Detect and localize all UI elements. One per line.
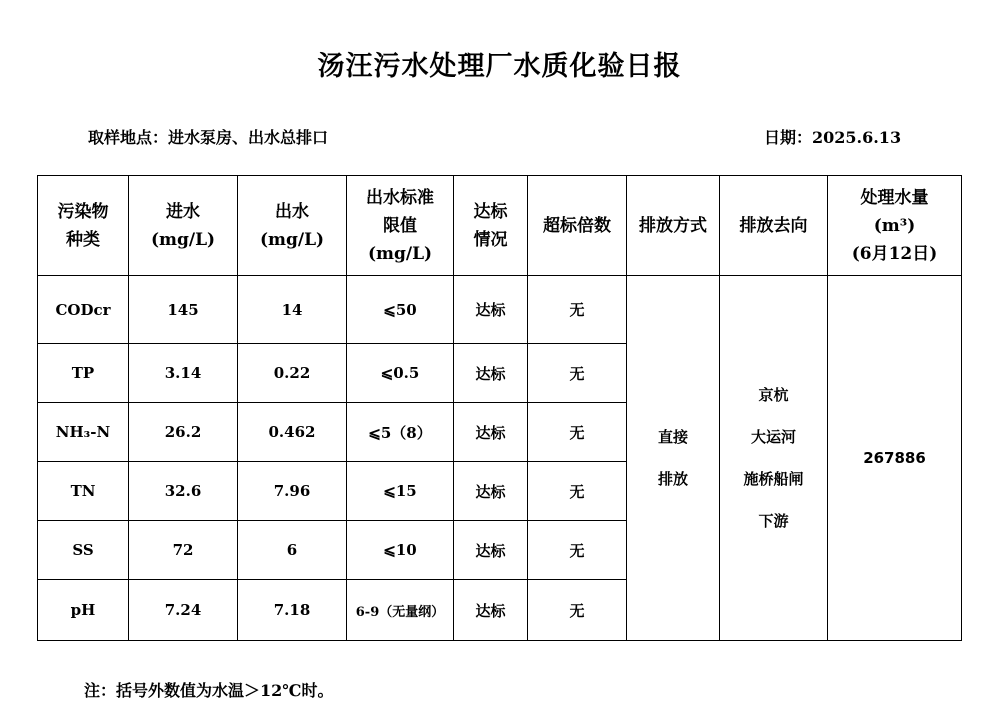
status-value: 达标 <box>454 276 528 344</box>
outflow-value: 0.462 <box>238 403 347 462</box>
table-row <box>38 276 962 344</box>
pollutant-name: TN <box>38 462 129 521</box>
status-value: 达标 <box>454 462 528 521</box>
outflow-value: 14 <box>238 276 347 344</box>
inflow-value: 7.24 <box>129 580 238 641</box>
outflow-value: 6 <box>238 521 347 580</box>
report-date: 日期：2025.6.13 <box>764 128 902 147</box>
exceed-value: 无 <box>528 580 627 641</box>
inflow-value: 145 <box>129 276 238 344</box>
inflow-value: 3.14 <box>129 344 238 403</box>
inflow-value: 26.2 <box>129 403 238 462</box>
inflow-value: 32.6 <box>129 462 238 521</box>
header-inflow: 进水 (mg/L) <box>129 176 238 276</box>
header-exceed: 超标倍数 <box>528 176 627 276</box>
report-title: 汤汪污水处理厂水质化验日报 <box>317 51 682 82</box>
header-row <box>38 176 962 276</box>
sampling-location: 取样地点：进水泵房、出水总排口 <box>88 128 329 147</box>
header-limit: 出水标准 限值 (mg/L) <box>347 176 454 276</box>
volume-cell: 267886 <box>828 276 962 641</box>
status-value: 达标 <box>454 344 528 403</box>
header-discharge-method: 排放方式 <box>627 176 720 276</box>
pollutant-name: NH₃-N <box>38 403 129 462</box>
exceed-value: 无 <box>528 462 627 521</box>
limit-value: ⩽0.5 <box>347 344 454 403</box>
outflow-value: 7.96 <box>238 462 347 521</box>
pollutant-name: SS <box>38 521 129 580</box>
limit-value: ⩽50 <box>347 276 454 344</box>
limit-value: 6-9（无量纲） <box>347 580 454 641</box>
header-status: 达标 情况 <box>454 176 528 276</box>
footnote: 注：括号外数值为水温＞12℃时。 <box>84 681 334 700</box>
discharge-method-cell: 直接 排放 <box>627 276 720 641</box>
status-value: 达标 <box>454 580 528 641</box>
limit-value: ⩽10 <box>347 521 454 580</box>
header-discharge-dest: 排放去向 <box>720 176 828 276</box>
inflow-value: 72 <box>129 521 238 580</box>
outflow-value: 0.22 <box>238 344 347 403</box>
water-quality-table <box>37 175 962 641</box>
exceed-value: 无 <box>528 403 627 462</box>
exceed-value: 无 <box>528 276 627 344</box>
header-outflow: 出水 (mg/L) <box>238 176 347 276</box>
exceed-value: 无 <box>528 521 627 580</box>
pollutant-name: pH <box>38 580 129 641</box>
status-value: 达标 <box>454 403 528 462</box>
header-pollutant: 污染物 种类 <box>38 176 129 276</box>
pollutant-name: TP <box>38 344 129 403</box>
discharge-dest-cell: 京杭 大运河 施桥船闸 下游 <box>720 276 828 641</box>
status-value: 达标 <box>454 521 528 580</box>
exceed-value: 无 <box>528 344 627 403</box>
limit-value: ⩽15 <box>347 462 454 521</box>
outflow-value: 7.18 <box>238 580 347 641</box>
pollutant-name: CODcr <box>38 276 129 344</box>
header-volume: 处理水量 (m³) (6月12日) <box>828 176 962 276</box>
limit-value: ⩽5（8） <box>347 403 454 462</box>
